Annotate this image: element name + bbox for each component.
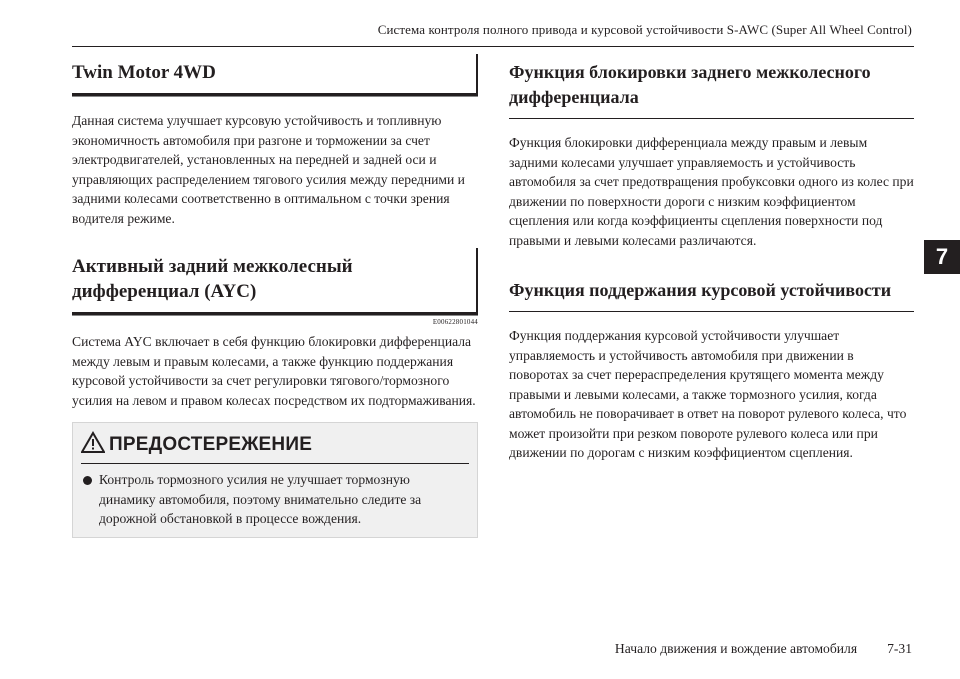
section-title-line: Активный задний межколесный: [72, 256, 353, 277]
heading-underline: [509, 311, 914, 312]
section-body: Функция поддержания курсовой устойчивости улучшает управляемость и устойчивость автомобиля при движении в поворотах за счет перераспределения крутящего момента между правыми и левыми колесами, а также тормозного усилия, когда автомобиль не поворачивает в ответ на поворот рулевого колеса, что может произойти при резком повороте рулевого колеса или при движении по дорогам с низким коэффициентом сцепления.: [509, 328, 907, 460]
warning-item: [81, 470, 469, 529]
page-number: 7-31: [887, 641, 912, 656]
bullet-icon: [83, 476, 92, 485]
section-heading-diff-lock: [509, 52, 914, 118]
section-title: Twin Motor 4WD: [72, 62, 216, 83]
header-rule: [72, 46, 914, 47]
warning-item-text: Контроль тормозного усилия не улучшает тормозную динамику автомобиля, поэтому внимательно следите за дорожной обстановкой в процессе вождения.: [99, 472, 422, 526]
warning-list: [81, 470, 469, 529]
running-header: Система контроля полного привода и курсовой устойчивости S-AWC (Super All Wheel Control): [377, 22, 912, 37]
section-title-line: дифференциал (AYC): [72, 281, 257, 302]
section-title: Функция поддержания курсовой устойчивости: [509, 280, 892, 300]
heading-underline: [509, 118, 914, 119]
section-heading-ayc: [72, 246, 478, 312]
section-body: Данная система улучшает курсовую устойчивость и топливную экономичность автомобиля при разгоне и торможении за счет электродвигателей, установленных на передней и задней оси и управляющих распределением тягового усилия между передними и задними колесами соответственно в оптимальном с точки зрения водителя режиме.: [72, 113, 465, 226]
warning-box: [72, 422, 478, 538]
section-title: [72, 254, 478, 304]
section-heading-yaw-control: [509, 270, 914, 311]
warning-triangle-icon: [81, 431, 105, 459]
warning-header: [81, 431, 469, 464]
warning-title: ПРЕДОСТЕРЕЖЕНИЕ: [109, 434, 313, 455]
section-heading-twin-motor: [72, 52, 478, 93]
page-footer: [615, 641, 912, 657]
document-code: E00622801044: [432, 318, 478, 326]
footer-chapter-title: Начало движения и вождение автомобиля: [614, 641, 858, 656]
section-title: [509, 60, 914, 110]
chapter-tab: 7: [924, 240, 960, 274]
right-column: [509, 52, 914, 463]
left-column: [72, 52, 478, 538]
heading-underline: [72, 93, 478, 97]
section-title-line: Функция блокировки заднего межколесного: [509, 62, 871, 82]
heading-underline: [72, 312, 478, 316]
section-title-line: дифференциала: [509, 87, 639, 107]
section-body: Функция блокировки дифференциала между правым и левым задними колесами улучшает управляемость и устойчивость автомобиля за счет предотвращения пробуксовки одного из колес при движении по поверхности дороги с низким коэффициентом сцепления или когда коэффициенты сцепления поверхности под правыми и левыми колесами различаются.: [509, 135, 914, 248]
section-body: Система AYC включает в себя функцию блокировки дифференциала между левым и правым колесами, а также функцию поддержания курсовой устойчивости за счет регулировки тягового/тормозного усилия на левом и правом колесах посредством их подтормаживания.: [72, 334, 476, 408]
